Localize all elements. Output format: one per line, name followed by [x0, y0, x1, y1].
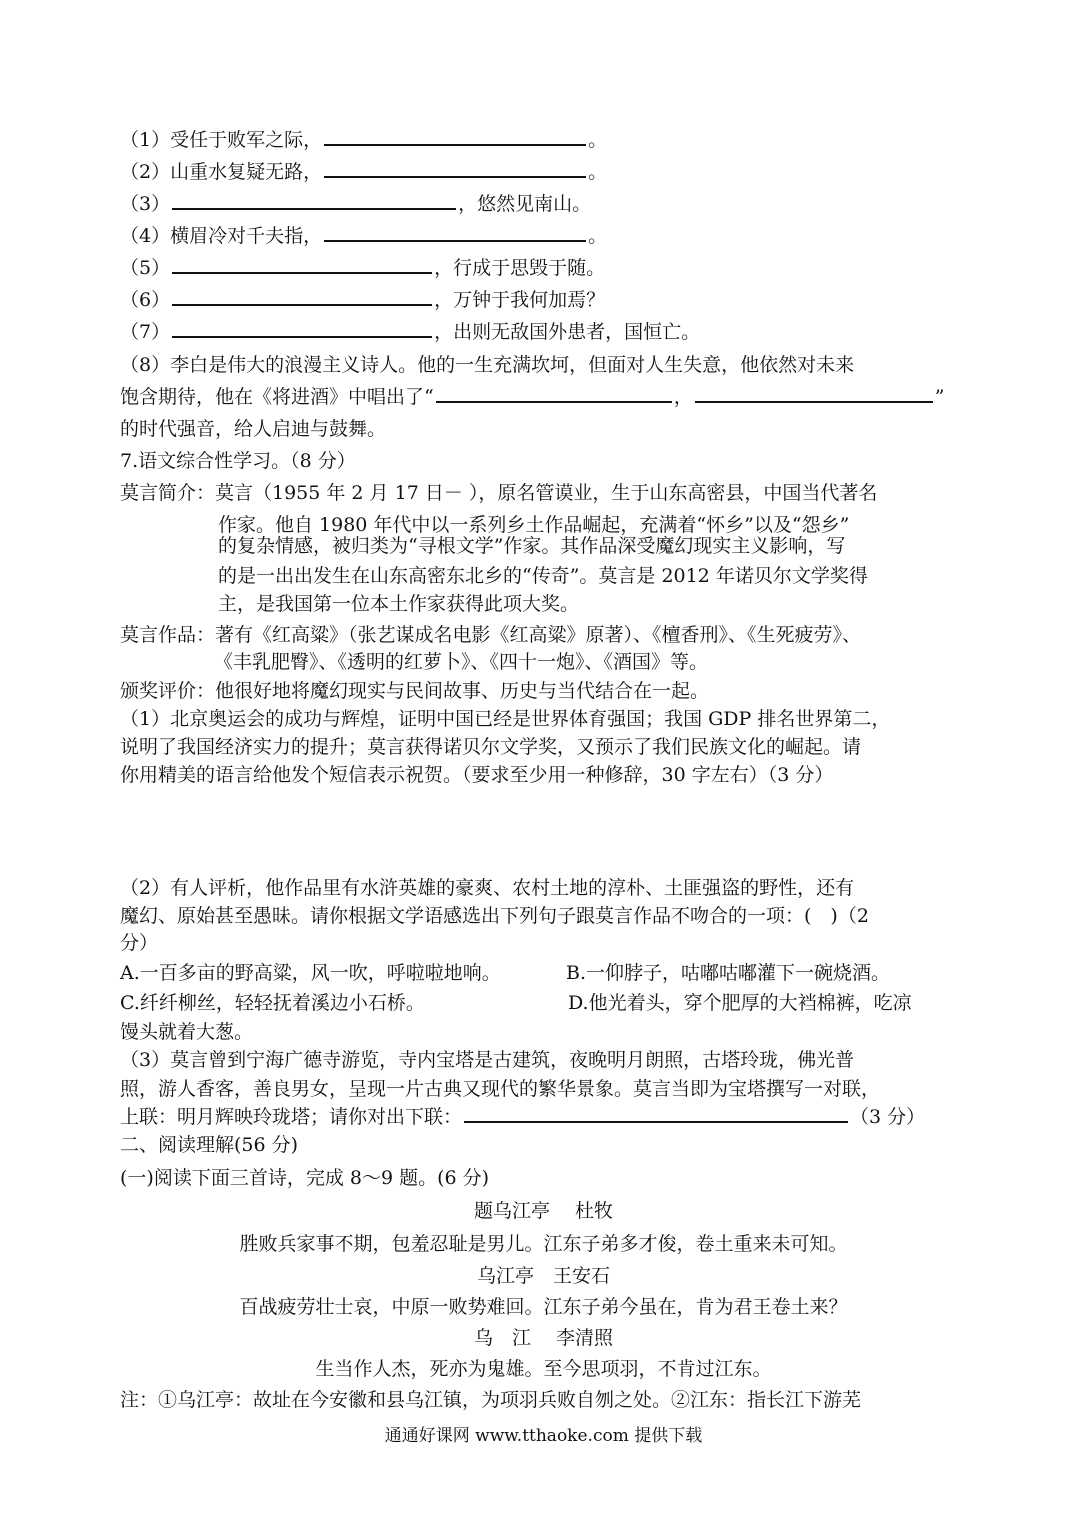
answer-blank[interactable] — [172, 254, 432, 274]
option-d-continued: 馒头就着大葱。 — [120, 1021, 254, 1043]
reading-subheading: (一)阅读下面三首诗，完成 8～9 题。(6 分) — [120, 1167, 490, 1189]
answer-blank[interactable] — [464, 1103, 848, 1123]
reading-heading: 二、阅读理解(56 分) — [120, 1134, 299, 1156]
question-8-line3: 的时代强音，给人启迪与鼓舞。 — [120, 418, 387, 440]
question-4: （4）横眉冷对千夫指， 。 — [120, 222, 980, 250]
answer-blank[interactable] — [172, 286, 432, 306]
answer-blank[interactable] — [172, 190, 456, 210]
intro-line: 作家。他自 1980 年代中以一系列乡土作品崛起，充满着“怀乡”以及“怨乡” — [218, 514, 850, 536]
option-a: A.一百多亩的野高粱，风一吹，呼啦啦地响。 — [120, 962, 501, 984]
poem-text: 百战疲劳壮士哀，中原一败势难回。江东子弟今虽在，肯为君王卷土来？ — [239, 1296, 848, 1318]
sub-question-1-line: 你用精美的语言给他发个短信表示祝贺。（要求至少用一种修辞，30 字左右）（3 分） — [120, 764, 834, 786]
option-row — [120, 989, 980, 1017]
works-line: 《丰乳肥臀》、《透明的红萝卜》、《四十一炮》、《酒国》等。 — [214, 651, 709, 673]
section-7-heading: 7.语文综合性学习。（8 分） — [120, 450, 356, 472]
sub-question-1-line: 说明了我国经济实力的提升；莫言获得诺贝尔文学奖，又预示了我们民族文化的崛起。请 — [120, 736, 862, 758]
poem-text: 胜败兵家事不期，包羞忍耻是男儿。江东子弟多才俊，卷土重来未可知。 — [239, 1233, 848, 1255]
poem-title: 题乌江亭 杜牧 — [473, 1200, 614, 1222]
question-1: （1）受任于败军之际， 。 — [120, 126, 980, 154]
intro-line: 莫言简介：莫言（1955 年 2 月 17 日－ ），原名管谟业，生于山东高密县，中国当代著名 — [120, 482, 878, 504]
question-3: （3） ，悠然见南山。 — [120, 190, 980, 218]
intro-line: 的是一出出发生在山东高密东北乡的“传奇”。莫言是 2012 年诺贝尔文学奖得 — [218, 565, 868, 587]
question-6: （6） ，万钟于我何加焉？ — [120, 286, 980, 314]
works-line: 莫言作品：著有《红高粱》（张艺谋成名电影《红高粱》原著）、《檀香刑》、《生死疲劳》、 — [120, 624, 862, 646]
answer-blank[interactable] — [324, 126, 586, 146]
sub-question-2-line: 魔幻、原始甚至愚昧。请你根据文学语感选出下列句子跟莫言作品不吻合的一项：( )（2 — [120, 905, 869, 927]
answer-blank[interactable] — [324, 158, 586, 178]
poem-text: 生当作人杰，死亦为鬼雄。至今思项羽，不肯过江东。 — [315, 1358, 772, 1380]
sub-question-1-line: （1）北京奥运会的成功与辉煌，证明中国已经是世界体育强国；我国 GDP 排名世界第二， — [120, 708, 891, 730]
option-c: C.纤纤柳丝，轻轻抚着溪边小石桥。 — [120, 992, 425, 1014]
sub-question-2-line: （2）有人评析，他作品里有水浒英雄的豪爽、农村土地的淳朴、土匪强盗的野性，还有 — [120, 877, 855, 899]
option-row — [120, 959, 980, 987]
sub-question-3-line: 上联：明月辉映玲珑塔；请你对出下联： （3 分） — [120, 1103, 980, 1131]
note-line: 注：①乌江亭：故址在今安徽和县乌江镇，为项羽兵败自刎之处。②江东：指长江下游芜 — [120, 1389, 862, 1411]
poem-title: 乌 江 李清照 — [473, 1327, 614, 1349]
question-8-line1: （8）李白是伟大的浪漫主义诗人。他的一生充满坎坷，但面对人生失意，他依然对未来 — [120, 354, 855, 376]
sub-question-2-line: 分） — [120, 932, 159, 954]
award-line: 颁奖评价：他很好地将魔幻现实与民间故事、历史与当代结合在一起。 — [120, 680, 710, 702]
page-footer: 通通好课网 www.tthaoke.com 提供下载 — [384, 1426, 703, 1446]
option-d: D.他光着头，穿个肥厚的大裆棉裤，吃凉 — [568, 992, 912, 1014]
answer-blank[interactable] — [172, 318, 432, 338]
sub-question-3-line: （3）莫言曾到宁海广德寺游览，寺内宝塔是古建筑，夜晚明月朗照，古塔玲珑，佛光普 — [120, 1049, 855, 1071]
question-8-line2: 饱含期待，他在《将进酒》中唱出了“ ， ” — [120, 383, 980, 411]
intro-line: 主，是我国第一位本土作家获得此项大奖。 — [218, 593, 580, 615]
answer-blank[interactable] — [695, 383, 933, 403]
answer-blank[interactable] — [436, 383, 672, 403]
option-b: B.一仰脖子，咕嘟咕嘟灌下一碗烧酒。 — [566, 962, 891, 984]
question-2: （2）山重水复疑无路， 。 — [120, 158, 980, 186]
answer-blank[interactable] — [324, 222, 586, 242]
intro-line: 的复杂情感，被归类为“寻根文学”作家。其作品深受魔幻现实主义影响，写 — [218, 535, 846, 557]
question-7: （7） ，出则无敌国外患者，国恒亡。 — [120, 318, 980, 346]
question-5: （5） ，行成于思毁于随。 — [120, 254, 980, 282]
sub-question-3-line: 照，游人香客，善良男女，呈现一片古典又现代的繁华景象。莫言当即为宝塔撰写一对联， — [120, 1078, 881, 1100]
poem-title: 乌江亭 王安石 — [476, 1265, 610, 1287]
